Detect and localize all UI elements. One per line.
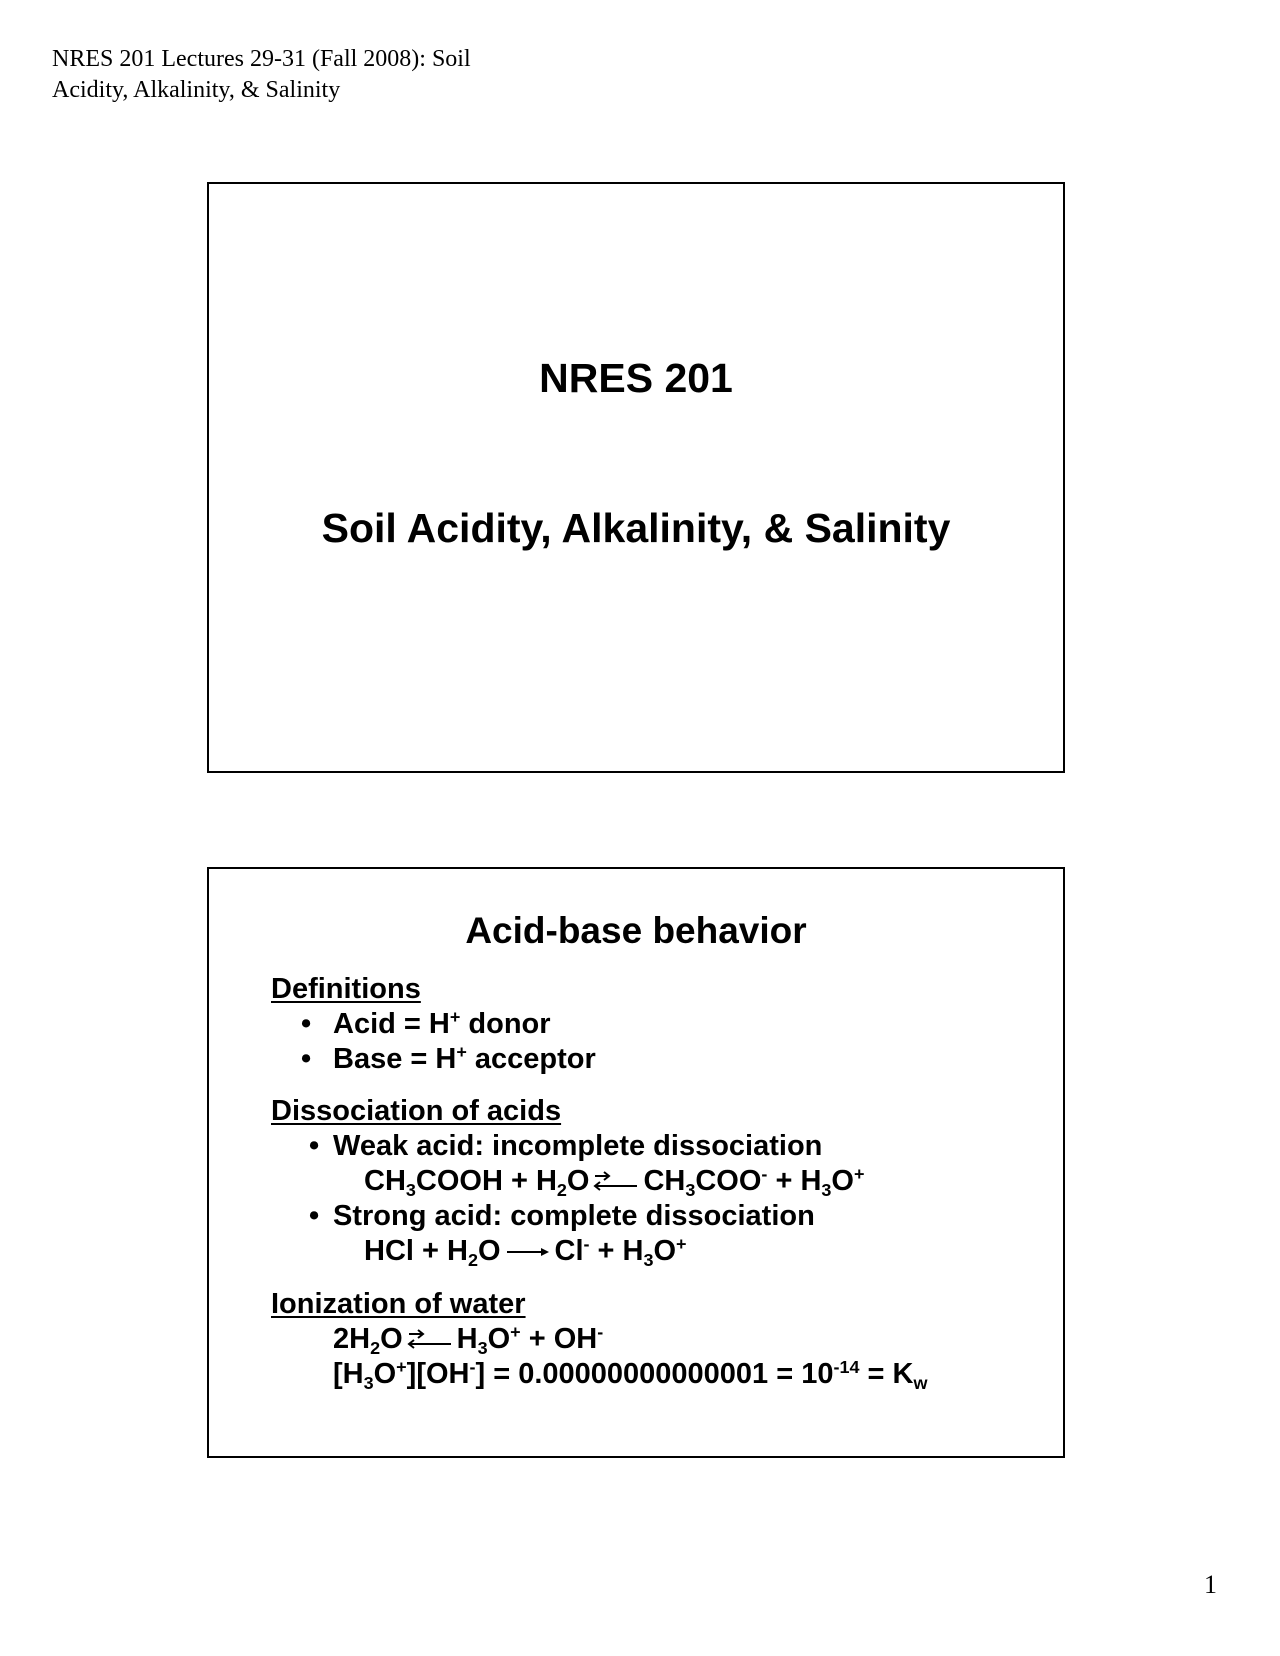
header-line-1: NRES 201 Lectures 29-31 (Fall 2008): Soil (52, 46, 471, 72)
slide-2 (207, 867, 1065, 1458)
bullet-icon: • (301, 1043, 312, 1075)
acid-definition: • Acid = H+ donor (301, 1007, 551, 1040)
strong-acid-equation: HCl + $H_2O$ $Cl^- + H_3O^+$ (364, 1234, 687, 1270)
kw-equation: $[H_3O^+][OH^-] = 0.00000000000001 = 10^{-14} = K_w$ (333, 1357, 928, 1393)
bullet-icon: • (301, 1008, 312, 1040)
ionization-heading: Ionization of water (271, 1288, 526, 1320)
page-number: 1 (1204, 1570, 1217, 1599)
slide-2-title: Acid-base behavior (465, 910, 807, 951)
equilibrium-arrow-icon (591, 1171, 641, 1193)
weak-acid-equation: $CH_3COOH + H_2O$ $CH_3COO^- + H_3O^+$ (364, 1164, 865, 1200)
weak-acid-item: • Weak acid: incomplete dissociation (309, 1130, 823, 1162)
bullet-icon: • (309, 1200, 320, 1232)
document-header (52, 44, 471, 106)
slide-1 (207, 182, 1065, 773)
bullet-icon: • (309, 1130, 320, 1162)
water-ionization-equation: $2H_2O$ $H_3O^+ + OH^-$ (333, 1322, 604, 1358)
base-definition: • Base = H+ acceptor (301, 1042, 596, 1075)
header-line-2: Acidity, Alkalinity, & Salinity (52, 77, 341, 103)
forward-arrow-icon (503, 1244, 553, 1260)
dissociation-heading: Dissociation of acids (271, 1095, 562, 1127)
slide-1-title: NRES 201 (539, 355, 733, 401)
strong-acid-item: • Strong acid: complete dissociation (309, 1200, 815, 1232)
definitions-heading: Definitions (271, 973, 421, 1005)
equilibrium-arrow-icon (405, 1329, 455, 1351)
slide-1-subtitle: Soil Acidity, Alkalinity, & Salinity (321, 505, 951, 551)
